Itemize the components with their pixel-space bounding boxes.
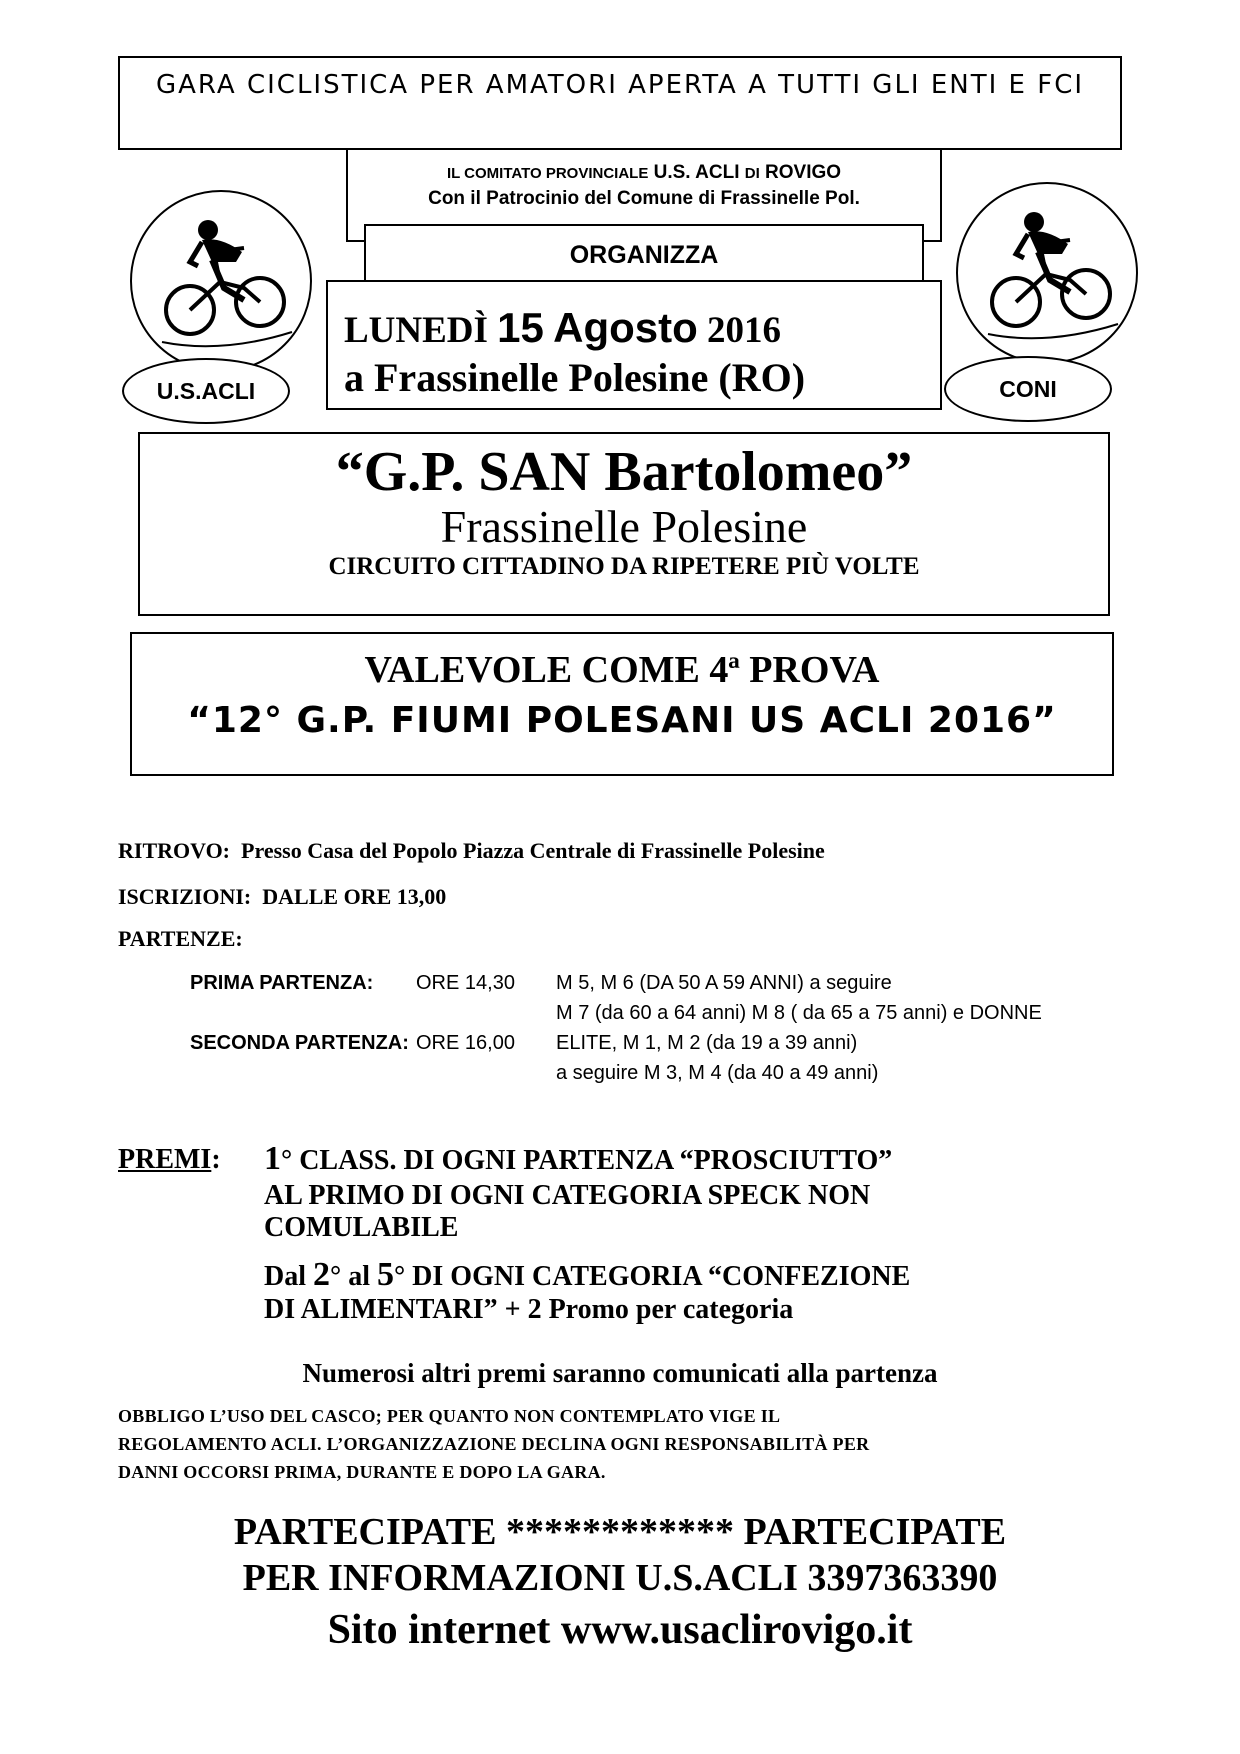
prizes-label xyxy=(118,1144,221,1176)
prize-second-b: ° al xyxy=(330,1261,377,1292)
usacli-logo-oval xyxy=(122,358,290,424)
prize-first-line2: AL PRIMO DI OGNI CATEGORIA SPECK NON xyxy=(264,1180,871,1211)
website-line: Sito internet www.usaclirovigo.it xyxy=(327,1607,913,1653)
first-start-label: PRIMA PARTENZA: xyxy=(190,972,374,994)
notice-line2: REGOLAMENTO ACLI. L’ORGANIZZAZIONE DECLINA OGNI RESPONSABILITÀ PER xyxy=(118,1434,870,1454)
date-month: Agosto xyxy=(553,304,698,351)
iscrizioni-value: DALLE ORE 13,00 xyxy=(262,884,447,909)
coni-logo-label: CONI xyxy=(999,376,1057,402)
committee-org: U.S. ACLI xyxy=(653,162,740,183)
race-name: “G.P. SAN Bartolomeo” xyxy=(335,441,913,503)
ritrovo-label: RITROVO: xyxy=(118,838,231,863)
other-prizes: Numerosi altri premi saranno comunicati alla partenza xyxy=(302,1358,938,1388)
first-start-categories-2: M 7 (da 60 a 64 anni) M 8 ( da 65 a 75 anni) e DONNE xyxy=(556,1002,1042,1024)
date-year: 2016 xyxy=(707,310,782,351)
prizes-label-text: PREMI xyxy=(118,1144,212,1175)
race-circuit: CIRCUITO CITTADINO DA RIPETERE PIÙ VOLTE xyxy=(328,553,920,580)
coni-logo-oval xyxy=(944,356,1112,422)
prize-first-num: 1 xyxy=(264,1140,281,1177)
date-box xyxy=(326,280,942,410)
participate-line: PARTECIPATE ************ PARTECIPATE xyxy=(233,1511,1007,1553)
event-date xyxy=(344,304,781,352)
committee-di: DI xyxy=(744,165,760,182)
notice-line1: OBBLIGO L’USO DEL CASCO; PER QUANTO NON CONTEMPLATO VIGE IL xyxy=(118,1406,781,1426)
date-number: 15 xyxy=(497,304,544,351)
contact-line: PER INFORMAZIONI U.S.ACLI 3397363390 xyxy=(242,1557,998,1599)
first-start-time: ORE 14,30 xyxy=(416,972,515,994)
prize-first-line3: COMULABILE xyxy=(264,1212,459,1243)
cyclist-icon xyxy=(132,192,310,370)
second-start-time: ORE 16,00 xyxy=(416,1032,515,1054)
committee-line xyxy=(348,162,940,184)
committee-prefix: IL COMITATO PROVINCIALE xyxy=(446,165,649,182)
prize-second-line1 xyxy=(264,1256,910,1294)
prize-first-line1 xyxy=(264,1140,892,1178)
usacli-logo-label: U.S.ACLI xyxy=(156,378,256,404)
organizza-label: ORGANIZZA xyxy=(569,241,719,269)
event-title-box xyxy=(118,56,1122,150)
partenze-label: PARTENZE: xyxy=(118,926,243,951)
patronage-line: Con il Patrocinio del Comune di Frassinelle Pol. xyxy=(428,188,860,209)
first-start-categories-1: M 5, M 6 (DA 50 A 59 ANNI) a seguire xyxy=(556,972,892,994)
race-name-box xyxy=(138,432,1110,616)
event-place: a Frassinelle Polesine (RO) xyxy=(344,355,806,400)
prize-second-a: Dal xyxy=(264,1261,313,1292)
race-location: Frassinelle Polesine xyxy=(440,501,808,552)
date-day: LUNEDÌ xyxy=(344,310,488,351)
ritrovo-value: Presso Casa del Popolo Piazza Centrale di Frassinelle Polesine xyxy=(241,838,825,863)
prize-second-num1: 2 xyxy=(313,1256,330,1293)
valevole-box xyxy=(130,632,1114,776)
second-start-categories-1: ELITE, M 1, M 2 (da 19 a 39 anni) xyxy=(556,1032,858,1054)
second-start-label: SECONDA PARTENZA: xyxy=(190,1032,409,1054)
usacli-logo-circle xyxy=(130,190,312,372)
cyclist-icon xyxy=(958,184,1136,362)
valevole-line1: VALEVOLE COME 4ª PROVA xyxy=(364,649,880,691)
prize-second-c: ° DI OGNI CATEGORIA “CONFEZIONE xyxy=(393,1261,911,1292)
iscrizioni-row xyxy=(118,884,446,910)
second-start-categories-2: a seguire M 3, M 4 (da 40 a 49 anni) xyxy=(556,1062,879,1084)
iscrizioni-label: ISCRIZIONI: xyxy=(118,884,252,909)
prize-first-text: ° CLASS. DI OGNI PARTENZA “PROSCIUTTO” xyxy=(281,1145,893,1176)
committee-city: ROVIGO xyxy=(765,162,842,183)
event-title: GARA CICLISTICA PER AMATORI APERTA A TUTTI GLI ENTI E FCI xyxy=(155,70,1085,100)
prizes-colon: : xyxy=(211,1144,221,1175)
coni-logo-circle xyxy=(956,182,1138,364)
prize-second-num2: 5 xyxy=(376,1256,394,1293)
prize-second-line2: DI ALIMENTARI” + 2 Promo per categoria xyxy=(264,1294,794,1325)
organizza-box xyxy=(364,224,924,282)
ritrovo-row xyxy=(118,838,825,864)
valevole-line2: “12° G.P. FIUMI POLESANI US ACLI 2016” xyxy=(187,700,1057,741)
notice-line3: DANNI OCCORSI PRIMA, DURANTE E DOPO LA GARA. xyxy=(118,1462,606,1482)
